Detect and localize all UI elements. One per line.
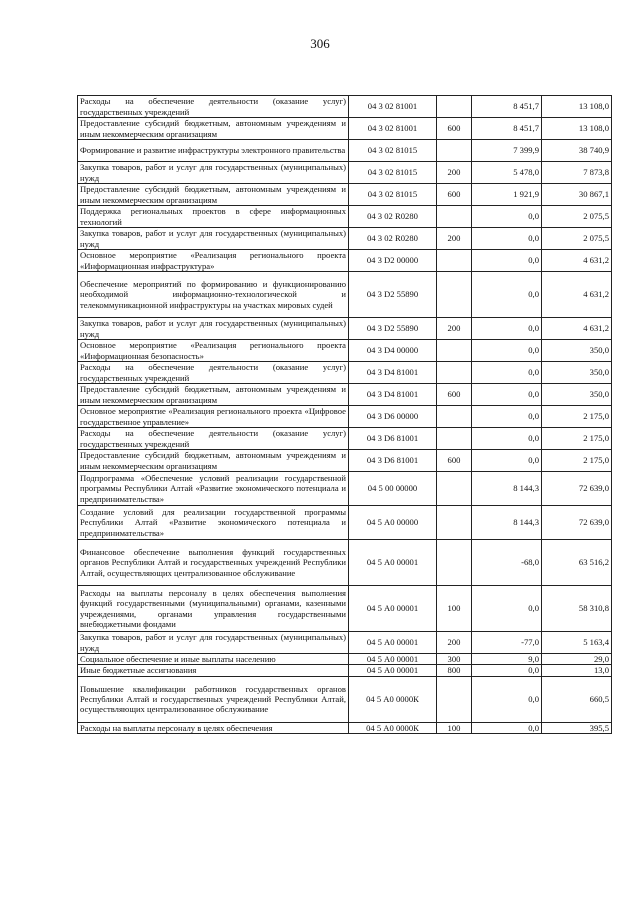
row-kvr-cell: 600 (437, 184, 472, 206)
row-name-cell: Расходы на обеспечение деятельности (оказание услуг) государственных учреждений (78, 428, 349, 450)
row-kvr-cell: 200 (437, 318, 472, 340)
row-value-1-cell: 0,0 (472, 586, 542, 632)
table-row (78, 318, 612, 340)
row-code-cell: 04 3 02 81001 (349, 118, 437, 140)
row-kvr-cell (437, 472, 472, 506)
row-code-cell: 04 3 D6 81001 (349, 450, 437, 472)
table-row (78, 632, 612, 654)
row-value-1-cell: 0,0 (472, 228, 542, 250)
table-body (78, 96, 612, 734)
row-name-cell: Создание условий для реализации государственной программы Республики Алтай «Развитие экономического потенциала и предпринимательства» (78, 506, 349, 540)
row-value-2-cell: 29,0 (542, 654, 612, 665)
table-row (78, 450, 612, 472)
row-kvr-cell: 300 (437, 654, 472, 665)
row-value-1-cell: 0,0 (472, 384, 542, 406)
row-value-2-cell: 4 631,2 (542, 250, 612, 272)
table-row (78, 362, 612, 384)
row-value-2-cell: 2 175,0 (542, 450, 612, 472)
row-value-1-cell: 0,0 (472, 340, 542, 362)
row-value-1-cell: -68,0 (472, 540, 542, 586)
row-kvr-cell (437, 250, 472, 272)
row-value-2-cell: 350,0 (542, 340, 612, 362)
row-kvr-cell: 100 (437, 586, 472, 632)
row-code-cell: 04 3 02 81015 (349, 184, 437, 206)
row-value-2-cell: 13,0 (542, 665, 612, 676)
row-name-cell: Поддержка региональных проектов в сфере информационных технологий (78, 206, 349, 228)
row-name-cell: Предоставление субсидий бюджетным, автономным учреждениям и иным некоммерческим организациям (78, 118, 349, 140)
row-code-cell: 04 3 02 R0280 (349, 228, 437, 250)
row-value-1-cell: 8 451,7 (472, 118, 542, 140)
row-value-2-cell: 13 108,0 (542, 96, 612, 118)
row-value-1-cell: 0,0 (472, 272, 542, 318)
row-kvr-cell (437, 406, 472, 428)
table-row (78, 428, 612, 450)
row-kvr-cell: 200 (437, 632, 472, 654)
row-value-1-cell: 0,0 (472, 428, 542, 450)
table-row (78, 118, 612, 140)
row-value-1-cell: 0,0 (472, 318, 542, 340)
budget-table (77, 95, 612, 734)
row-value-1-cell: 9,0 (472, 654, 542, 665)
table-row (78, 676, 612, 722)
row-value-2-cell: 2 175,0 (542, 428, 612, 450)
row-name-cell: Закупка товаров, работ и услуг для государственных (муниципальных) нужд (78, 318, 349, 340)
row-value-2-cell: 7 873,8 (542, 162, 612, 184)
row-value-1-cell: 0,0 (472, 206, 542, 228)
row-value-1-cell: 0,0 (472, 450, 542, 472)
row-value-2-cell: 395,5 (542, 722, 612, 733)
row-code-cell: 04 5 А0 0000К (349, 722, 437, 733)
row-code-cell: 04 3 02 81001 (349, 96, 437, 118)
row-name-cell: Предоставление субсидий бюджетным, автономным учреждениям и иным некоммерческим организациям (78, 184, 349, 206)
table-row (78, 340, 612, 362)
row-code-cell: 04 3 02 R0280 (349, 206, 437, 228)
row-name-cell: Основное мероприятие «Реализация регионального проекта «Информационная инфраструктура» (78, 250, 349, 272)
row-code-cell: 04 5 А0 00001 (349, 632, 437, 654)
row-value-1-cell: 8 144,3 (472, 472, 542, 506)
row-value-1-cell: 8 451,7 (472, 96, 542, 118)
row-name-cell: Подпрограмма «Обеспечение условий реализации государственной программы Республики Алтай «Развитие экономического потенциала и предпринимательства» (78, 472, 349, 506)
table-row (78, 472, 612, 506)
row-code-cell: 04 3 D2 55890 (349, 318, 437, 340)
row-kvr-cell (437, 540, 472, 586)
row-kvr-cell (437, 340, 472, 362)
row-value-2-cell: 30 867,1 (542, 184, 612, 206)
row-code-cell: 04 5 А0 00000 (349, 506, 437, 540)
row-value-2-cell: 58 310,8 (542, 586, 612, 632)
row-code-cell: 04 3 02 81015 (349, 140, 437, 162)
row-value-2-cell: 38 740,9 (542, 140, 612, 162)
row-kvr-cell (437, 362, 472, 384)
row-name-cell: Закупка товаров, работ и услуг для государственных (муниципальных) нужд (78, 162, 349, 184)
table-row (78, 384, 612, 406)
row-name-cell: Финансовое обеспечение выполнения функций государственных органов Республики Алтай и государственных учреждений Республики Алтай, осуществляющих централизованное обслуживание (78, 540, 349, 586)
row-name-cell: Расходы на выплаты персоналу в целях обеспечения (78, 722, 349, 733)
row-kvr-cell: 600 (437, 450, 472, 472)
row-value-1-cell: 7 399,9 (472, 140, 542, 162)
table-row (78, 250, 612, 272)
row-value-2-cell: 4 631,2 (542, 272, 612, 318)
row-kvr-cell (437, 506, 472, 540)
table-row (78, 96, 612, 118)
row-value-1-cell: 5 478,0 (472, 162, 542, 184)
row-name-cell: Предоставление субсидий бюджетным, автономным учреждениям и иным некоммерческим организациям (78, 450, 349, 472)
row-kvr-cell (437, 272, 472, 318)
row-value-1-cell: 8 144,3 (472, 506, 542, 540)
row-value-2-cell: 13 108,0 (542, 118, 612, 140)
row-value-1-cell: -77,0 (472, 632, 542, 654)
table-row (78, 228, 612, 250)
row-value-2-cell: 72 639,0 (542, 506, 612, 540)
row-name-cell: Закупка товаров, работ и услуг для государственных (муниципальных) нужд (78, 228, 349, 250)
row-code-cell: 04 3 D6 00000 (349, 406, 437, 428)
row-value-2-cell: 63 516,2 (542, 540, 612, 586)
table-row (78, 586, 612, 632)
row-code-cell: 04 3 D4 00000 (349, 340, 437, 362)
table-row (78, 162, 612, 184)
table-row (78, 140, 612, 162)
row-code-cell: 04 3 D4 81001 (349, 362, 437, 384)
table-row (78, 206, 612, 228)
row-kvr-cell: 200 (437, 228, 472, 250)
row-name-cell: Социальное обеспечение и иные выплаты населению (78, 654, 349, 665)
row-name-cell: Повышение квалификации работников государственных органов Республики Алтай и государственных учреждений Республики Алтай, осуществляющих централизованное обслуживание (78, 676, 349, 722)
row-name-cell: Расходы на выплаты персоналу в целях обеспечения выполнения функций государственными (муниципальными) органами, казенными учреждениями, органами управления государственными внебюджетными фондами (78, 586, 349, 632)
table-row (78, 540, 612, 586)
row-value-2-cell: 72 639,0 (542, 472, 612, 506)
row-value-1-cell: 0,0 (472, 250, 542, 272)
row-value-1-cell: 0,0 (472, 665, 542, 676)
row-code-cell: 04 5 А0 0000К (349, 676, 437, 722)
row-name-cell: Иные бюджетные ассигнования (78, 665, 349, 676)
row-name-cell: Основное мероприятие «Реализация регионального проекта «Информационная безопасность» (78, 340, 349, 362)
row-code-cell: 04 3 D4 81001 (349, 384, 437, 406)
row-name-cell: Предоставление субсидий бюджетным, автономным учреждениям и иным некоммерческим организациям (78, 384, 349, 406)
row-code-cell: 04 5 А0 00001 (349, 586, 437, 632)
row-name-cell: Расходы на обеспечение деятельности (оказание услуг) государственных учреждений (78, 362, 349, 384)
row-kvr-cell (437, 140, 472, 162)
row-code-cell: 04 3 D2 00000 (349, 250, 437, 272)
row-name-cell: Обеспечение мероприятий по формированию и функционированию необходимой информационно-технологической и телекоммуникационной инфраструктуры на участках мировых судей (78, 272, 349, 318)
row-kvr-cell: 800 (437, 665, 472, 676)
row-value-2-cell: 5 163,4 (542, 632, 612, 654)
table-row (78, 506, 612, 540)
row-value-2-cell: 2 075,5 (542, 228, 612, 250)
row-value-2-cell: 350,0 (542, 384, 612, 406)
row-name-cell: Закупка товаров, работ и услуг для государственных (муниципальных) нужд (78, 632, 349, 654)
row-value-1-cell: 0,0 (472, 362, 542, 384)
row-value-1-cell: 1 921,9 (472, 184, 542, 206)
row-value-2-cell: 2 175,0 (542, 406, 612, 428)
row-value-1-cell: 0,0 (472, 676, 542, 722)
row-kvr-cell (437, 206, 472, 228)
row-value-2-cell: 350,0 (542, 362, 612, 384)
row-kvr-cell: 200 (437, 162, 472, 184)
row-code-cell: 04 3 D2 55890 (349, 272, 437, 318)
table-row (78, 272, 612, 318)
table-row (78, 665, 612, 676)
row-code-cell: 04 5 А0 00001 (349, 665, 437, 676)
row-code-cell: 04 3 02 81015 (349, 162, 437, 184)
table-row (78, 722, 612, 733)
row-name-cell: Основное мероприятие «Реализация регионального проекта «Цифровое государственное управление» (78, 406, 349, 428)
row-code-cell: 04 5 А0 00001 (349, 654, 437, 665)
row-code-cell: 04 3 D6 81001 (349, 428, 437, 450)
row-value-1-cell: 0,0 (472, 406, 542, 428)
row-code-cell: 04 5 00 00000 (349, 472, 437, 506)
row-value-1-cell: 0,0 (472, 722, 542, 733)
row-kvr-cell (437, 96, 472, 118)
table-row (78, 654, 612, 665)
row-value-2-cell: 4 631,2 (542, 318, 612, 340)
table-row (78, 406, 612, 428)
row-kvr-cell (437, 676, 472, 722)
page-number: 306 (310, 36, 330, 51)
table-row (78, 184, 612, 206)
row-value-2-cell: 2 075,5 (542, 206, 612, 228)
row-kvr-cell: 100 (437, 722, 472, 733)
row-kvr-cell: 600 (437, 118, 472, 140)
row-value-2-cell: 660,5 (542, 676, 612, 722)
row-name-cell: Расходы на обеспечение деятельности (оказание услуг) государственных учреждений (78, 96, 349, 118)
row-code-cell: 04 5 А0 00001 (349, 540, 437, 586)
row-kvr-cell (437, 428, 472, 450)
row-kvr-cell: 600 (437, 384, 472, 406)
row-name-cell: Формирование и развитие инфраструктуры электронного правительства (78, 140, 349, 162)
